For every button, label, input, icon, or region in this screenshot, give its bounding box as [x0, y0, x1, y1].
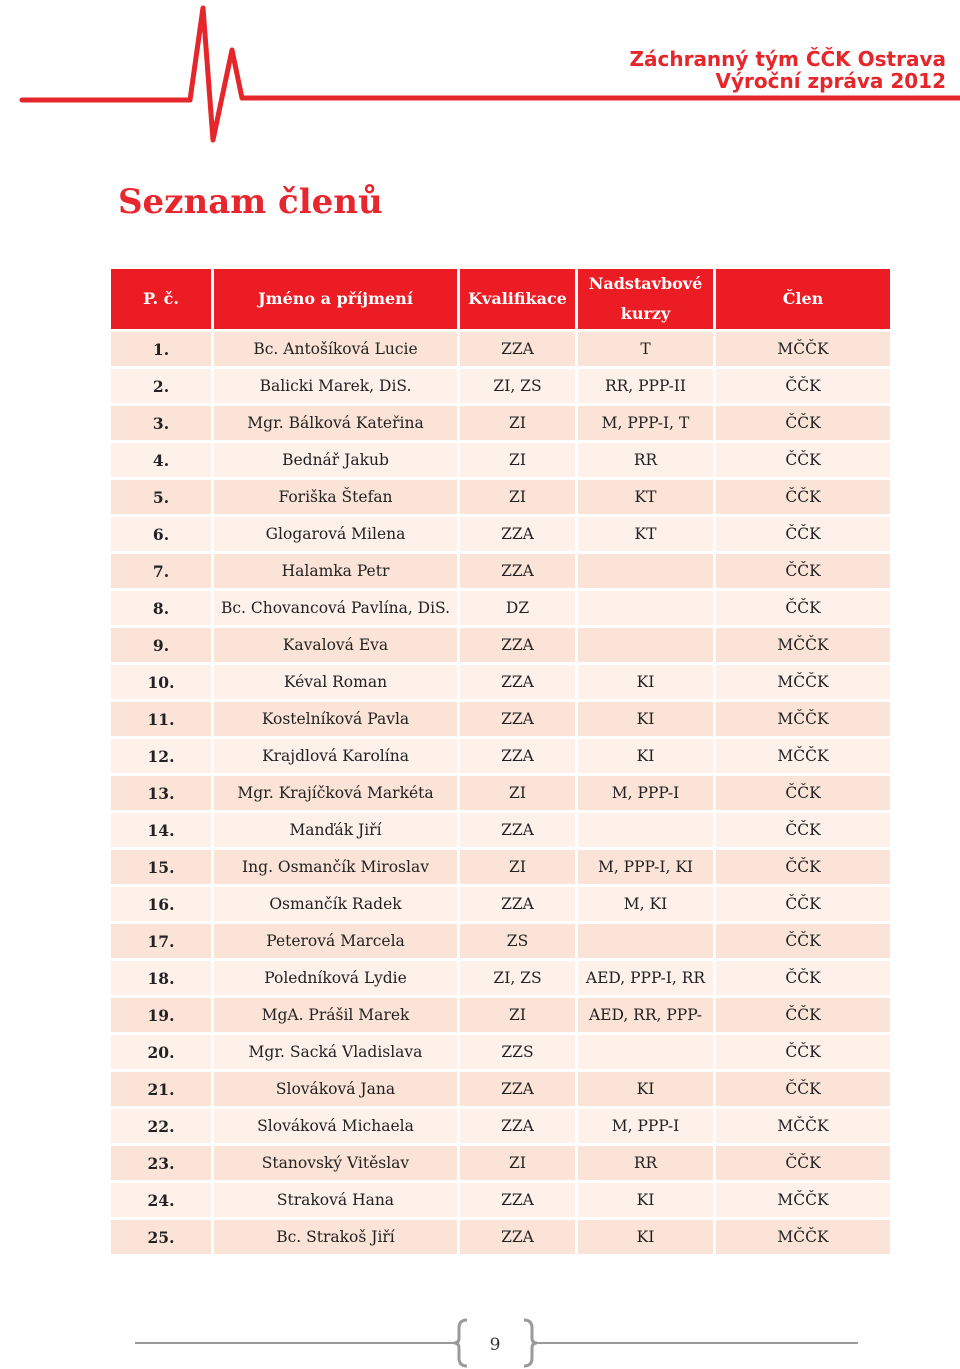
table-row	[111, 924, 890, 958]
courses: T	[578, 332, 713, 366]
courses: AED, PPP-I, RR	[578, 961, 713, 995]
membership: ČČK	[716, 961, 890, 995]
qualification: ZI	[460, 480, 575, 514]
table-row	[111, 1146, 890, 1180]
row-number: 3.	[111, 406, 211, 440]
page-title: Seznam členů	[118, 182, 383, 222]
courses	[578, 591, 713, 625]
table-row	[111, 739, 890, 773]
member-name: Mgr. Krajíčková Markéta	[214, 776, 457, 810]
membership: MČČK	[716, 1109, 890, 1143]
member-name: Glogarová Milena	[214, 517, 457, 551]
table-row	[111, 1183, 890, 1217]
courses: KI	[578, 665, 713, 699]
member-name: Kostelníková Pavla	[214, 702, 457, 736]
member-name: Krajdlová Karolína	[214, 739, 457, 773]
row-number: 20.	[111, 1035, 211, 1069]
column-header-member: Člen	[716, 269, 890, 329]
row-number: 1.	[111, 332, 211, 366]
courses	[578, 554, 713, 588]
qualification: ZZA	[460, 332, 575, 366]
member-name: Stanovský Vitěslav	[214, 1146, 457, 1180]
table-row	[111, 1109, 890, 1143]
table-row	[111, 776, 890, 810]
row-number: 19.	[111, 998, 211, 1032]
member-name: Manďák Jiří	[214, 813, 457, 847]
table-header-row	[111, 269, 890, 329]
row-number: 6.	[111, 517, 211, 551]
courses: RR	[578, 1146, 713, 1180]
row-number: 8.	[111, 591, 211, 625]
courses: M, PPP-I, T	[578, 406, 713, 440]
member-name: Bc. Strakoš Jiří	[214, 1220, 457, 1254]
table-row	[111, 517, 890, 551]
courses: KI	[578, 739, 713, 773]
qualification: ZZA	[460, 739, 575, 773]
table-row	[111, 369, 890, 403]
row-number: 23.	[111, 1146, 211, 1180]
member-name: Bc. Antošíková Lucie	[214, 332, 457, 366]
row-number: 7.	[111, 554, 211, 588]
table-row	[111, 1035, 890, 1069]
row-number: 12.	[111, 739, 211, 773]
table-row	[111, 702, 890, 736]
courses: RR	[578, 443, 713, 477]
row-number: 15.	[111, 850, 211, 884]
row-number: 11.	[111, 702, 211, 736]
table-row	[111, 887, 890, 921]
table-body	[111, 332, 890, 1254]
member-name: Bc. Chovancová Pavlína, DiS.	[214, 591, 457, 625]
qualification: ZS	[460, 924, 575, 958]
courses	[578, 1035, 713, 1069]
org-title	[629, 48, 946, 92]
row-number: 13.	[111, 776, 211, 810]
org-title-line2: Výroční zpráva 2012	[715, 69, 946, 93]
qualification: ZI	[460, 1146, 575, 1180]
member-name: MgA. Prášil Marek	[214, 998, 457, 1032]
membership: ČČK	[716, 517, 890, 551]
qualification: DZ	[460, 591, 575, 625]
table-row	[111, 850, 890, 884]
qualification: ZI	[460, 776, 575, 810]
membership: MČČK	[716, 665, 890, 699]
membership: ČČK	[716, 1072, 890, 1106]
membership: ČČK	[716, 1035, 890, 1069]
member-name: Balicki Marek, DiS.	[214, 369, 457, 403]
row-number: 5.	[111, 480, 211, 514]
membership: ČČK	[716, 1146, 890, 1180]
member-name: Straková Hana	[214, 1183, 457, 1217]
column-header-number: P. č.	[111, 269, 211, 329]
member-name: Poledníková Lydie	[214, 961, 457, 995]
row-number: 10.	[111, 665, 211, 699]
membership: ČČK	[716, 480, 890, 514]
row-number: 25.	[111, 1220, 211, 1254]
table-row	[111, 1220, 890, 1254]
membership: ČČK	[716, 887, 890, 921]
member-name: Slováková Jana	[214, 1072, 457, 1106]
membership: MČČK	[716, 332, 890, 366]
membership: ČČK	[716, 998, 890, 1032]
row-number: 4.	[111, 443, 211, 477]
row-number: 2.	[111, 369, 211, 403]
courses	[578, 813, 713, 847]
membership: MČČK	[716, 1220, 890, 1254]
column-header-name: Jméno a příjmení	[214, 269, 457, 329]
membership: MČČK	[716, 628, 890, 662]
membership: ČČK	[716, 776, 890, 810]
qualification: ZI, ZS	[460, 369, 575, 403]
courses: KI	[578, 1220, 713, 1254]
member-name: Mgr. Bálková Kateřina	[214, 406, 457, 440]
courses	[578, 924, 713, 958]
membership: MČČK	[716, 1183, 890, 1217]
courses: RR, PPP-II	[578, 369, 713, 403]
row-number: 24.	[111, 1183, 211, 1217]
column-header-courses: Nadstavbové kurzy	[578, 269, 713, 329]
membership: ČČK	[716, 406, 890, 440]
courses: M, PPP-I	[578, 776, 713, 810]
member-name: Mgr. Sacká Vladislava	[214, 1035, 457, 1069]
courses: KT	[578, 480, 713, 514]
qualification: ZZA	[460, 702, 575, 736]
member-name: Ing. Osmančík Miroslav	[214, 850, 457, 884]
table-row	[111, 665, 890, 699]
member-name: Peterová Marcela	[214, 924, 457, 958]
member-name: Bednář Jakub	[214, 443, 457, 477]
right-bracket-icon	[524, 1320, 537, 1366]
column-header-qualification: Kvalifikace	[460, 269, 575, 329]
qualification: ZZA	[460, 813, 575, 847]
qualification: ZZA	[460, 1183, 575, 1217]
table-row	[111, 1072, 890, 1106]
member-name: Halamka Petr	[214, 554, 457, 588]
member-name: Kéval Roman	[214, 665, 457, 699]
table-row	[111, 591, 890, 625]
qualification: ZI	[460, 998, 575, 1032]
membership: MČČK	[716, 702, 890, 736]
member-name: Kavalová Eva	[214, 628, 457, 662]
member-name: Osmančík Radek	[214, 887, 457, 921]
qualification: ZZA	[460, 887, 575, 921]
courses: KI	[578, 702, 713, 736]
org-title-line1: Záchranný tým ČČK Ostrava	[629, 47, 946, 71]
table-row	[111, 628, 890, 662]
courses: KI	[578, 1072, 713, 1106]
qualification: ZZS	[460, 1035, 575, 1069]
row-number: 9.	[111, 628, 211, 662]
qualification: ZZA	[460, 1072, 575, 1106]
membership: ČČK	[716, 591, 890, 625]
member-name: Foriška Štefan	[214, 480, 457, 514]
membership: ČČK	[716, 850, 890, 884]
membership: MČČK	[716, 739, 890, 773]
membership: ČČK	[716, 924, 890, 958]
row-number: 17.	[111, 924, 211, 958]
row-number: 16.	[111, 887, 211, 921]
membership: ČČK	[716, 813, 890, 847]
row-number: 21.	[111, 1072, 211, 1106]
row-number: 22.	[111, 1109, 211, 1143]
membership: ČČK	[716, 554, 890, 588]
table-row	[111, 961, 890, 995]
qualification: ZZA	[460, 628, 575, 662]
membership: ČČK	[716, 443, 890, 477]
row-number: 14.	[111, 813, 211, 847]
courses: KT	[578, 517, 713, 551]
courses: M, KI	[578, 887, 713, 921]
table-row	[111, 480, 890, 514]
members-table	[108, 266, 893, 1257]
table-row	[111, 998, 890, 1032]
left-bracket-icon	[454, 1320, 467, 1366]
page-number: 9	[489, 1335, 501, 1355]
table-row	[111, 406, 890, 440]
qualification: ZZA	[460, 665, 575, 699]
row-number: 18.	[111, 961, 211, 995]
membership: ČČK	[716, 369, 890, 403]
member-name: Slováková Michaela	[214, 1109, 457, 1143]
courses	[578, 628, 713, 662]
table-row	[111, 813, 890, 847]
courses: AED, RR, PPP-	[578, 998, 713, 1032]
table-row	[111, 332, 890, 366]
qualification: ZI	[460, 850, 575, 884]
table-row	[111, 443, 890, 477]
courses: KI	[578, 1183, 713, 1217]
qualification: ZZA	[460, 554, 575, 588]
courses: M, PPP-I, KI	[578, 850, 713, 884]
qualification: ZZA	[460, 1220, 575, 1254]
courses: M, PPP-I	[578, 1109, 713, 1143]
qualification: ZI	[460, 443, 575, 477]
qualification: ZI	[460, 406, 575, 440]
table-row	[111, 554, 890, 588]
qualification: ZZA	[460, 1109, 575, 1143]
qualification: ZZA	[460, 517, 575, 551]
qualification: ZI, ZS	[460, 961, 575, 995]
